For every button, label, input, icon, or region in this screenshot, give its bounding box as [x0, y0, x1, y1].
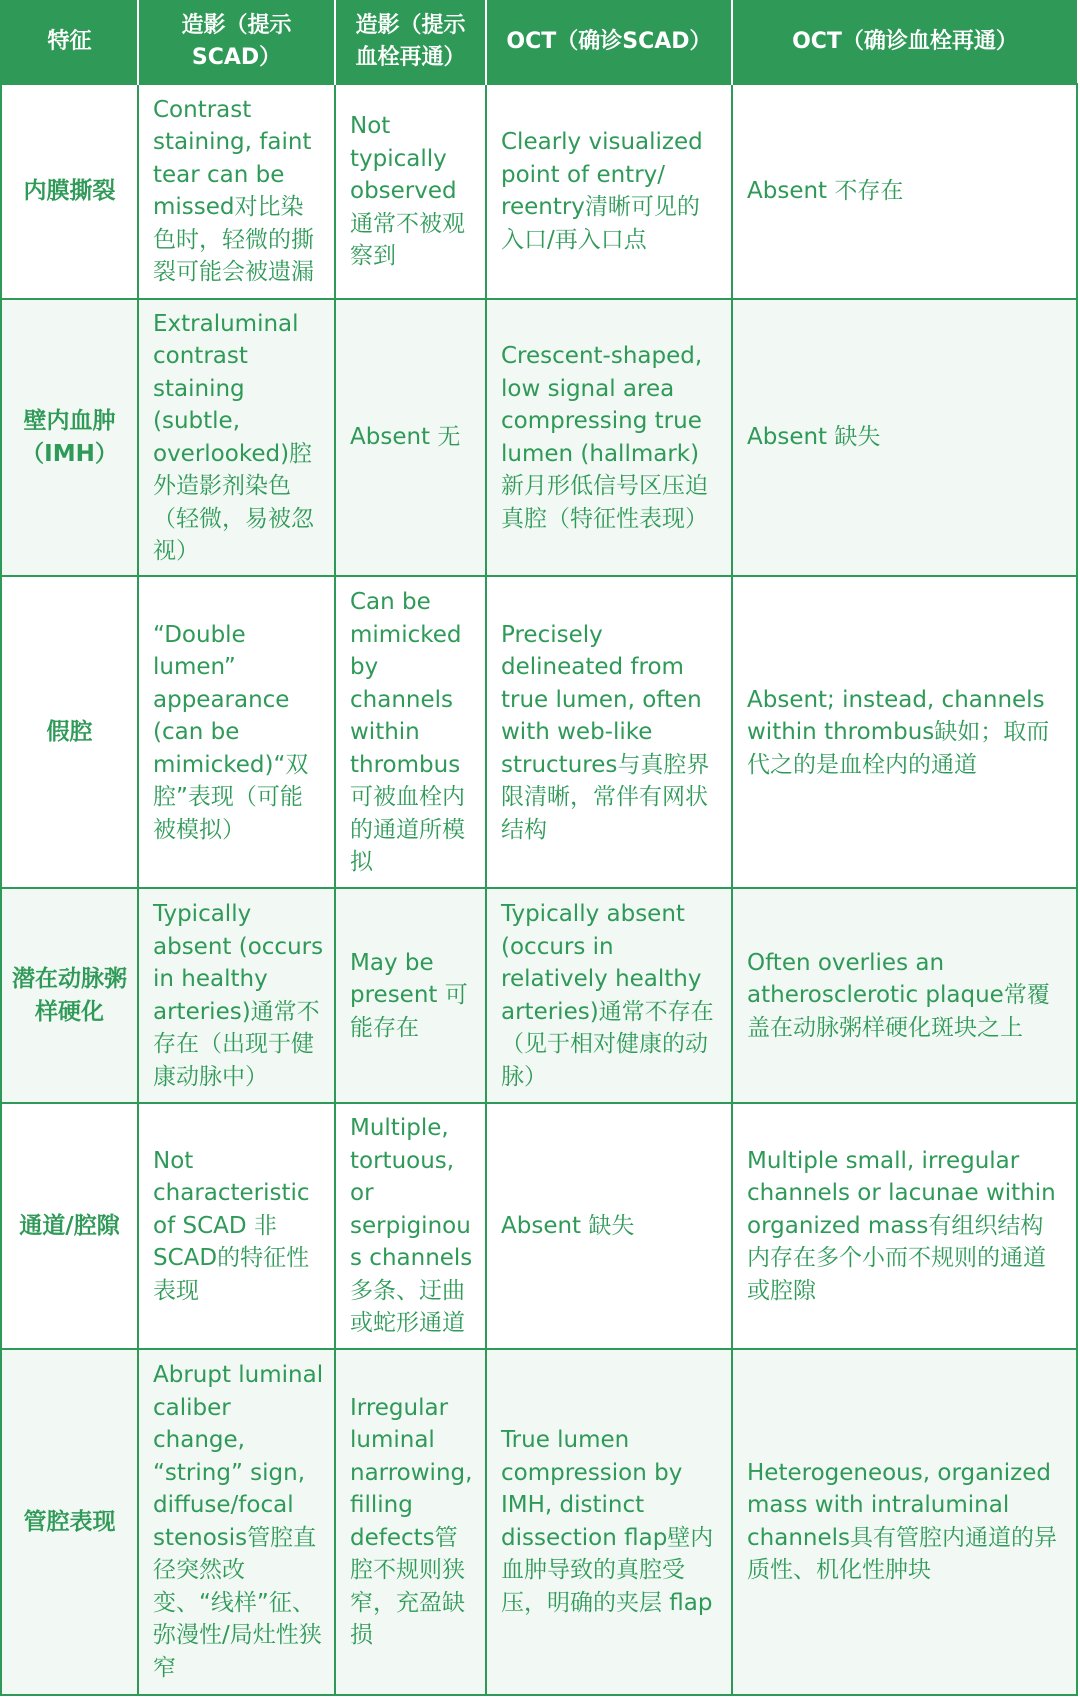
table-row	[1, 1349, 1077, 1695]
feature-cell: 壁内血肿（IMH）	[1, 299, 138, 576]
oct-thrombus-cell: Often overlies an atherosclerotic plaque常覆盖在动脉粥样硬化斑块之上	[732, 888, 1077, 1103]
table-row	[1, 299, 1077, 576]
table-row	[1, 1103, 1077, 1349]
angio-thrombus-cell: Not typically observed 通常不被观察到	[335, 84, 486, 299]
angio-thrombus-cell: Irregular luminal narrowing, filling defects管腔不规则狭窄，充盈缺损	[335, 1349, 486, 1695]
feature-cell: 假腔	[1, 576, 138, 888]
oct-scad-cell: Clearly visualized point of entry/ reentry清晰可见的入口/再入口点	[486, 84, 732, 299]
table-row	[1, 84, 1077, 299]
feature-cell: 潜在动脉粥样硬化	[1, 888, 138, 1103]
header-feature: 特征	[1, 0, 138, 84]
oct-scad-cell: Precisely delineated from true lumen, often with web-like structures与真腔界限清晰，常伴有网状结构	[486, 576, 732, 888]
table-row	[1, 888, 1077, 1103]
oct-scad-cell: Absent 缺失	[486, 1103, 732, 1349]
header-row	[1, 0, 1077, 84]
oct-thrombus-cell: Heterogeneous, organized mass with intraluminal channels具有管腔内通道的异质性、机化性肿块	[732, 1349, 1077, 1695]
angio-scad-cell: Extraluminal contrast staining (subtle, overlooked)腔外造影剂染色（轻微，易被忽视）	[138, 299, 335, 576]
table-row	[1, 576, 1077, 888]
angio-thrombus-cell: Can be mimicked by channels within thrombus 可被血栓内的通道所模拟	[335, 576, 486, 888]
feature-cell: 通道/腔隙	[1, 1103, 138, 1349]
angio-thrombus-cell: May be present 可能存在	[335, 888, 486, 1103]
angio-scad-cell: “Double lumen” appearance (can be mimicked)“双腔”表现（可能被模拟）	[138, 576, 335, 888]
oct-thrombus-cell: Multiple small, irregular channels or lacunae within organized mass有组织结构内存在多个小而不规则的通道或腔隙	[732, 1103, 1077, 1349]
angio-scad-cell: Abrupt luminal caliber change, “string” sign, diffuse/focal stenosis管腔直径突然改变、“线样”征、弥漫性/局灶性狭窄	[138, 1349, 335, 1695]
angio-scad-cell: Typically absent (occurs in healthy arteries)通常不存在（出现于健康动脉中）	[138, 888, 335, 1103]
header-oct-thrombus: OCT（确诊血栓再通）	[732, 0, 1077, 84]
header-oct-scad: OCT（确诊SCAD）	[486, 0, 732, 84]
oct-scad-cell: Crescent-shaped, low signal area compressing true lumen (hallmark)新月形低信号区压迫真腔（特征性表现）	[486, 299, 732, 576]
angio-thrombus-cell: Multiple, tortuous, or serpiginous channels多条、迂曲或蛇形通道	[335, 1103, 486, 1349]
oct-scad-cell: Typically absent (occurs in relatively healthy arteries)通常不存在（见于相对健康的动脉）	[486, 888, 732, 1103]
oct-thrombus-cell: Absent; instead, channels within thrombus缺如；取而代之的是血栓内的通道	[732, 576, 1077, 888]
oct-scad-cell: True lumen compression by IMH, distinct dissection flap壁内血肿导致的真腔受压，明确的夹层 flap	[486, 1349, 732, 1695]
oct-thrombus-cell: Absent 不存在	[732, 84, 1077, 299]
angio-scad-cell: Not characteristic of SCAD 非SCAD的特征性表现	[138, 1103, 335, 1349]
angio-scad-cell: Contrast staining, faint tear can be missed对比染色时，轻微的撕裂可能会被遗漏	[138, 84, 335, 299]
header-angio-thrombus: 造影（提示血栓再通）	[335, 0, 486, 84]
feature-cell: 内膜撕裂	[1, 84, 138, 299]
feature-cell: 管腔表现	[1, 1349, 138, 1695]
header-angio-scad: 造影（提示SCAD）	[138, 0, 335, 84]
oct-thrombus-cell: Absent 缺失	[732, 299, 1077, 576]
angio-thrombus-cell: Absent 无	[335, 299, 486, 576]
